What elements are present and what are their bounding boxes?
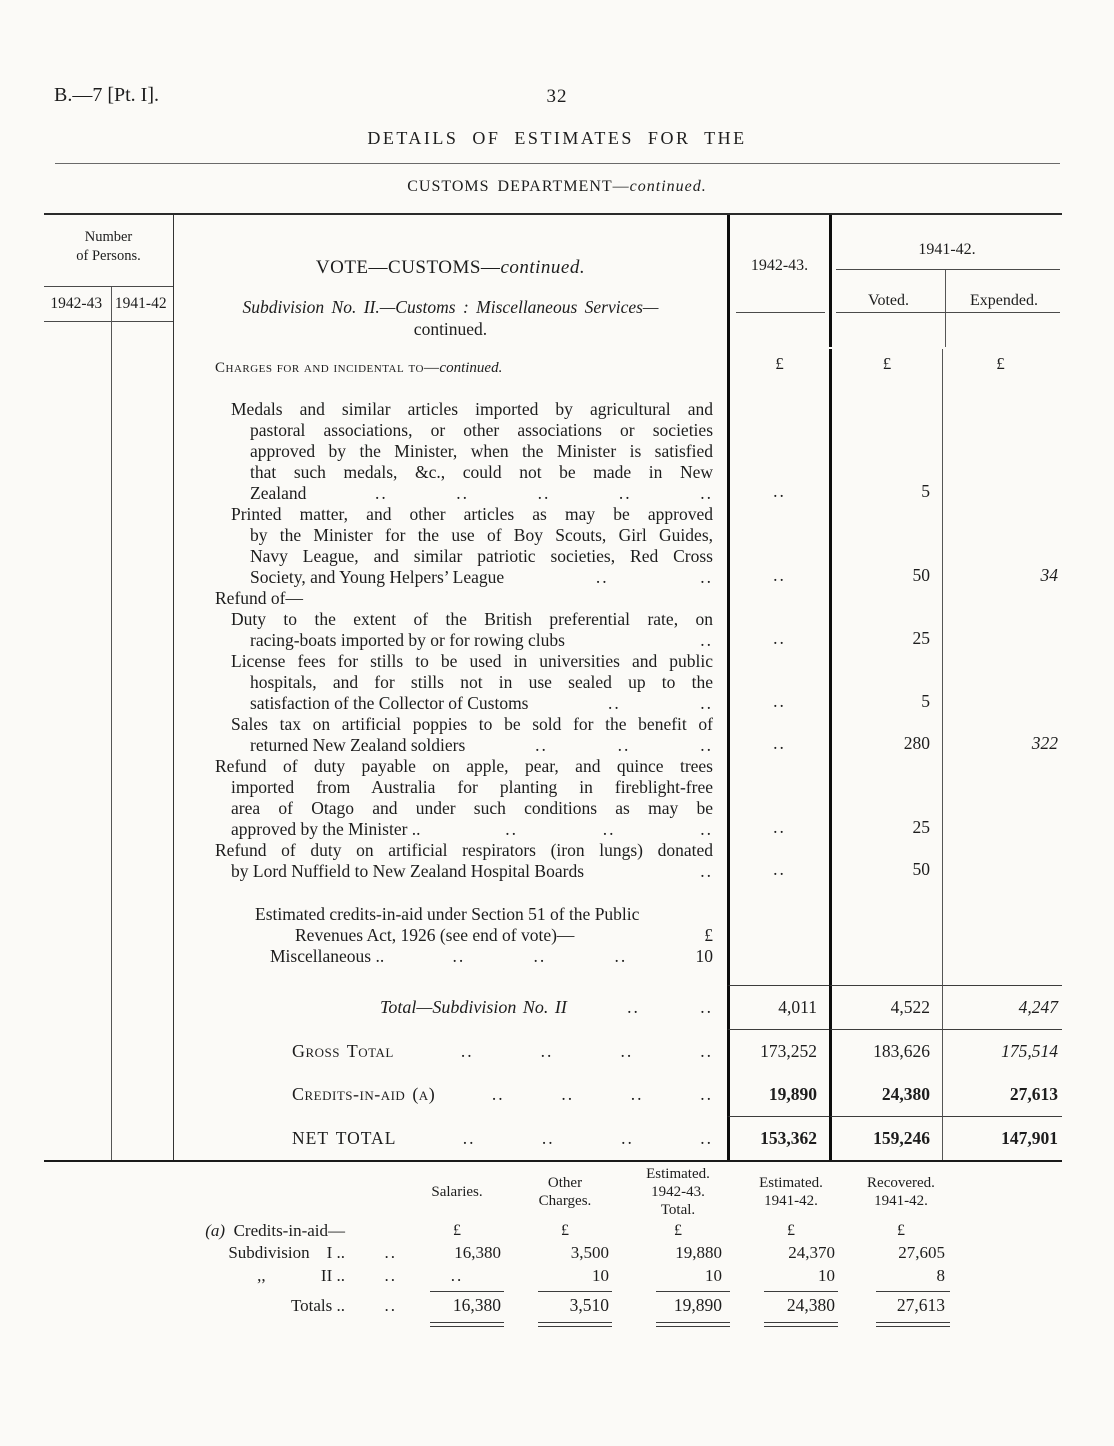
dot-leader: .. — [537, 483, 551, 503]
entry-line: that such medals, &c., could not be made in New — [250, 462, 713, 482]
header-rule — [836, 312, 1060, 313]
value-cell-expended — [942, 588, 1062, 609]
entry-last-text: racing-boats imported by or for rowing clubs — [250, 630, 565, 650]
value-cell-expended: 27,613 — [942, 1073, 1062, 1116]
value-cell-expended: 147,901 — [942, 1116, 1062, 1160]
footer-value-wrap — [619, 1265, 737, 1288]
value-cell-1942-43: .. — [727, 399, 829, 504]
total-row-inner — [174, 1041, 727, 1062]
footer-pound-label — [70, 1220, 345, 1242]
dot-leader: .. — [384, 1296, 397, 1315]
value-cell-voted: 25 — [829, 756, 942, 840]
footer-col-header — [845, 1164, 957, 1220]
total-label: Gross Total — [292, 1040, 394, 1061]
value-cell-voted — [829, 904, 942, 967]
footer-value-wrap — [511, 1242, 619, 1265]
dot-leader: .. — [700, 483, 713, 503]
footer-value: 27,605 — [898, 1243, 945, 1262]
footer-total-wrap — [619, 1295, 737, 1318]
value-cell-expended: 4,247 — [942, 985, 1062, 1029]
value-cell-voted: 183,626 — [829, 1029, 942, 1073]
footer-value-wrap — [845, 1242, 957, 1265]
col-header-voted: Voted. — [832, 270, 946, 347]
total-label: Credits-in-aid (a) — [292, 1084, 436, 1104]
dot-leader: .. — [384, 1266, 397, 1285]
footer-col-header — [619, 1164, 737, 1220]
entry-description — [174, 714, 727, 756]
footer-row-label — [70, 1265, 345, 1288]
entry-last-line — [174, 567, 727, 588]
entry-description — [174, 756, 727, 840]
dot-leader: .. — [505, 819, 519, 839]
value-cell-expended — [942, 840, 1062, 882]
page-title: DETAILS OF ESTIMATES FOR THE — [367, 128, 747, 148]
footer-value: 10 — [592, 1266, 609, 1285]
footer-value-wrap — [511, 1265, 619, 1288]
footer-rule — [876, 1291, 950, 1292]
value-cell-expended — [942, 399, 1062, 504]
dot-leader: .. — [614, 946, 628, 966]
entry-line: Duty to the extent of the British preferential rate, on — [231, 609, 713, 629]
entry-last-text: approved by the Minister .. — [231, 819, 421, 839]
footer-total-wrap — [737, 1295, 845, 1318]
dot-leader: .. — [602, 819, 616, 839]
footer-value: .. — [450, 1266, 464, 1285]
vote-header-cell — [174, 215, 727, 347]
dot-leader — [345, 1164, 403, 1220]
spacer — [174, 967, 727, 983]
footer-col-header-line: Recovered. — [867, 1175, 935, 1191]
dot-leader — [345, 1220, 403, 1242]
footer-rule — [656, 1291, 730, 1292]
pound-symbol-1942-43: £ — [727, 349, 829, 399]
pound-symbol: £ — [897, 1222, 905, 1239]
value-cell-voted: 5 — [829, 651, 942, 714]
dot-leader: .. — [700, 861, 713, 881]
total-row-inner — [174, 1084, 727, 1105]
footer-total-value: 3,510 — [569, 1295, 609, 1315]
footer-total-wrap — [845, 1295, 957, 1318]
number-of-persons-column — [44, 215, 174, 1160]
entry-last-line — [174, 483, 727, 504]
entry-last-line — [174, 819, 727, 840]
credits-note-line: Estimated credits-in-aid under Section 51 of the Public — [255, 904, 640, 924]
value-cell-voted: 280 — [829, 714, 942, 756]
number-of-persons-header: Number of Persons. — [76, 229, 141, 264]
footer-value: 3,500 — [570, 1243, 609, 1262]
value-cell-expended — [942, 756, 1062, 840]
value-cell-voted — [829, 882, 942, 904]
footer-label-part: (a) — [205, 1221, 226, 1240]
credits-note — [174, 904, 727, 967]
value-cell-voted — [829, 588, 942, 609]
credits-note-line — [174, 946, 727, 967]
entry-last-text: satisfaction of the Collector of Customs — [250, 693, 529, 713]
value-cell-1942-43: .. — [727, 504, 829, 588]
footer-value: 10 — [818, 1266, 835, 1285]
value-cell-expended: 34 — [942, 504, 1062, 588]
numcol-rule — [44, 321, 173, 322]
dot-leader: .. — [700, 1084, 713, 1104]
dot-leader: .. — [561, 1084, 575, 1104]
value-cell-1942-43 — [727, 967, 829, 985]
dot-leader: .. — [700, 735, 713, 755]
entry-description — [174, 504, 727, 588]
value-cell-1942-43: .. — [727, 609, 829, 651]
dot-leader: .. — [700, 567, 713, 587]
footer-totals-label — [70, 1295, 345, 1318]
value-cell-voted: 5 — [829, 399, 942, 504]
value-cell-expended — [942, 882, 1062, 904]
dot-leader: .. — [621, 1127, 634, 1148]
total-row-label-cell — [174, 1116, 727, 1160]
dot-leader: .. — [456, 483, 470, 503]
entry-last-line — [174, 630, 727, 651]
dot-leader: .. — [533, 946, 547, 966]
footer-col-header-line: Salaries. — [431, 1184, 483, 1200]
value-cell-1942-43: 153,362 — [727, 1116, 829, 1160]
charges-heading: Charges for and incidental to—continued. — [215, 360, 503, 376]
footer-rule — [430, 1291, 504, 1292]
pound-symbol: £ — [704, 925, 713, 945]
dot-leader: .. — [627, 996, 640, 1017]
footer-header-label — [70, 1164, 345, 1220]
footer-double-rule — [876, 1322, 950, 1327]
credits-in-aid-footnote-table — [70, 1164, 980, 1327]
total-row-label-cell — [174, 1029, 727, 1073]
pound-symbol: £ — [561, 1222, 569, 1239]
value-cell-voted: 25 — [829, 609, 942, 651]
subdivision-title: Subdivision No. II.—Customs : Miscellaneous Services— — [242, 297, 659, 317]
total-row-inner — [174, 997, 727, 1018]
entry-line: pastoral associations, or other associations or societies — [250, 420, 713, 440]
total-row-label-cell — [174, 1073, 727, 1116]
section-subtitle-text: CUSTOMS DEPARTMENT— — [407, 178, 630, 195]
footer-col-header — [403, 1164, 511, 1220]
doc-reference: B.—7 [Pt. I]. — [54, 84, 159, 106]
value-cell-1942-43: .. — [727, 756, 829, 840]
footer-col-header-line: Estimated. — [759, 1175, 823, 1191]
dot-leader: .. — [595, 567, 609, 587]
footer-total-value: 16,380 — [452, 1295, 501, 1315]
footer-value-wrap — [737, 1265, 845, 1288]
footer-double-rule — [538, 1322, 612, 1327]
footer-rule — [764, 1291, 838, 1292]
footer-col-header — [511, 1164, 619, 1220]
footer-total-value: 19,890 — [673, 1295, 722, 1315]
footer-double-rule — [764, 1322, 838, 1327]
dot-leader: .. — [700, 996, 713, 1017]
spacer — [174, 882, 727, 902]
entry-line: approved by the Minister, when the Minister is satisfied — [250, 441, 713, 461]
value-cell-1942-43: 173,252 — [727, 1029, 829, 1073]
footer-label-part: Credits-in-aid— — [225, 1221, 345, 1240]
footer-label-part: ,, II .. — [257, 1266, 345, 1285]
dot-leader: .. — [462, 1127, 476, 1148]
value-cell-expended — [942, 904, 1062, 967]
value-cell-voted: 4,522 — [829, 985, 942, 1029]
entry-line: License fees for stills to be used in universities and public — [231, 651, 713, 671]
footer-col-header — [737, 1164, 845, 1220]
pound-symbol: £ — [674, 1222, 682, 1239]
footer-double-rule — [430, 1322, 504, 1327]
value-cell-1942-43 — [727, 588, 829, 609]
voted-expended-subheaders — [832, 270, 1062, 347]
value-cell-1942-43: .. — [727, 840, 829, 882]
page-number: 32 — [546, 86, 568, 107]
credits-note-line — [174, 925, 727, 946]
entry-line: imported from Australia for planting in fireblight-free — [231, 777, 713, 797]
footer-col-header-line: Estimated. — [646, 1166, 710, 1182]
pound-symbol: £ — [453, 1222, 461, 1239]
footer-total-wrap — [511, 1295, 619, 1318]
dot-leader: .. — [541, 1127, 555, 1148]
section-subtitle — [0, 178, 1114, 196]
entry-line: Refund of duty payable on apple, pear, and quince trees — [215, 756, 713, 776]
credits-note-text: Miscellaneous .. — [270, 946, 385, 966]
footer-col-header-line: 1941-42. — [764, 1193, 818, 1209]
footer-double-rule — [656, 1322, 730, 1327]
footer-value-wrap — [619, 1242, 737, 1265]
entry-line: Refund of— — [215, 588, 303, 608]
footer-value-wrap — [845, 1265, 957, 1288]
entry-last-text: Zealand — [250, 483, 307, 503]
entry-line: area of Otago and under such conditions as may be — [231, 798, 713, 818]
dot-leader: .. — [452, 946, 466, 966]
entry-line: Refund of duty on artificial respirators (iron lungs) donated — [215, 840, 713, 860]
value-cell-voted: 159,246 — [829, 1116, 942, 1160]
value-cell-1942-43: 4,011 — [727, 985, 829, 1029]
entry-line: Printed matter, and other articles as may be approved — [231, 504, 713, 524]
total-label: NET TOTAL — [292, 1127, 397, 1148]
numcol-year-1941-42: 1941-42 — [114, 295, 167, 312]
footer-double-rule-row-label — [70, 1318, 345, 1327]
dot-leader: .. — [700, 693, 713, 713]
pound-symbol-expended: £ — [942, 349, 1062, 399]
entry-description — [174, 651, 727, 714]
total-row-label-cell — [174, 985, 727, 1029]
dot-leader: .. — [374, 483, 388, 503]
charges-heading-cell — [174, 349, 727, 395]
footer-value-wrap — [403, 1265, 511, 1288]
entry-last-line — [174, 693, 727, 714]
entry-line: Medals and similar articles imported by agricultural and — [231, 399, 713, 419]
dot-leader: .. — [384, 1243, 397, 1262]
footer-label-part: Totals .. — [290, 1296, 345, 1315]
footer-value-wrap — [737, 1242, 845, 1265]
footer-total-value: 24,380 — [786, 1295, 835, 1315]
value-cell-expended: 322 — [942, 714, 1062, 756]
footer-col-header-line: Charges. — [538, 1193, 592, 1209]
footer-rule-row-label — [70, 1288, 345, 1295]
header-rule — [55, 163, 1060, 164]
dot-leader — [345, 1318, 403, 1327]
dot-leader: .. — [535, 735, 548, 755]
total-label: Total—Subdivision No. II — [380, 996, 567, 1017]
dot-leader: .. — [700, 1040, 713, 1061]
footer-total-value: 27,613 — [896, 1295, 945, 1315]
value-cell-1942-43: .. — [727, 714, 829, 756]
credits-note-text: Revenues Act, 1926 (see end of vote)— — [295, 925, 575, 945]
value-cell-1942-43 — [727, 904, 829, 967]
value-cell-expended: 175,514 — [942, 1029, 1062, 1073]
footer-value: 8 — [936, 1266, 945, 1285]
footer-col-header-line: Total. — [660, 1202, 696, 1218]
entry-last-text: by Lord Nuffield to New Zealand Hospital Boards — [231, 861, 584, 881]
estimates-table — [44, 213, 1062, 1162]
total-row-inner — [174, 1128, 727, 1149]
vote-title: VOTE—CUSTOMS—continued. — [315, 257, 586, 278]
entry-last-line — [174, 861, 727, 882]
numcol-divider — [111, 287, 112, 1160]
dot-leader: .. — [700, 1127, 713, 1148]
footer-col-header-line: 1941-42. — [874, 1193, 928, 1209]
col-header-1942-43: 1942-43. — [727, 215, 829, 349]
footer-col-header-line: 1942-43. — [651, 1184, 705, 1200]
footer-value: 19,880 — [675, 1243, 722, 1262]
entry-last-line — [174, 735, 727, 756]
value-cell-expended — [942, 967, 1062, 985]
col-header-expended: Expended. — [970, 292, 1038, 309]
footer-total-wrap — [403, 1295, 511, 1318]
dot-leader: .. — [460, 1040, 474, 1061]
header-rule — [736, 312, 825, 313]
dot-leader: .. — [620, 1040, 634, 1061]
footer-value: 16,380 — [454, 1243, 501, 1262]
section-subtitle-continued: continued. — [629, 178, 707, 195]
numcol-years — [44, 287, 173, 321]
entry-description — [174, 609, 727, 651]
dot-leader — [345, 1288, 403, 1295]
dot-leader: .. — [700, 819, 713, 839]
value-cell-voted: 50 — [829, 504, 942, 588]
footer-col-header-line: Other — [547, 1175, 583, 1191]
value-cell-expended — [942, 609, 1062, 651]
dot-leader: .. — [618, 483, 632, 503]
dot-leader: .. — [608, 693, 621, 713]
entry-description — [174, 588, 727, 609]
footer-label-part: Subdivision I .. — [228, 1243, 345, 1262]
footer-rule — [538, 1291, 612, 1292]
dot-leader: .. — [630, 1084, 644, 1104]
value-cell-1942-43: .. — [727, 651, 829, 714]
subdivision-continued: continued. — [413, 319, 488, 339]
value-cell-1942-43 — [727, 882, 829, 904]
value-cell-voted — [829, 967, 942, 985]
dot-leader: .. — [491, 1084, 505, 1104]
entry-last-text: Society, and Young Helpers’ League — [250, 567, 505, 587]
value-cell-voted: 50 — [829, 840, 942, 882]
entry-description — [174, 840, 727, 882]
entry-line: hospitals, and for stills not in use sealed up to the — [250, 672, 713, 692]
dot-leader: .. — [540, 1040, 554, 1061]
footer-value-wrap — [403, 1242, 511, 1265]
vote-table-grid — [174, 215, 1062, 1160]
pound-symbol: £ — [787, 1222, 795, 1239]
entry-last-text: returned New Zealand soldiers — [250, 735, 466, 755]
credits-note-value: 10 — [695, 946, 713, 966]
entry-line: Sales tax on artificial poppies to be sold for the benefit of — [231, 714, 713, 734]
numcol-year-1942-43: 1942-43 — [50, 295, 103, 312]
footer-value: 10 — [705, 1266, 722, 1285]
value-cell-expended — [942, 651, 1062, 714]
dot-leader: .. — [617, 735, 631, 755]
entry-line: Navy League, and similar patriotic societies, Red Cross — [250, 546, 713, 566]
value-cell-1942-43: 19,890 — [727, 1073, 829, 1116]
value-cell-voted: 24,380 — [829, 1073, 942, 1116]
footer-value: 24,370 — [788, 1243, 835, 1262]
entry-line: by the Minister for the use of Boy Scouts, Girl Guides, — [250, 525, 713, 545]
col-header-1941-42: 1941-42. Voted. Expended. — [829, 215, 1062, 347]
dot-leader: .. — [700, 630, 713, 650]
footer-row-label — [70, 1242, 345, 1265]
pound-symbol-voted: £ — [829, 349, 942, 399]
entry-description — [174, 399, 727, 504]
